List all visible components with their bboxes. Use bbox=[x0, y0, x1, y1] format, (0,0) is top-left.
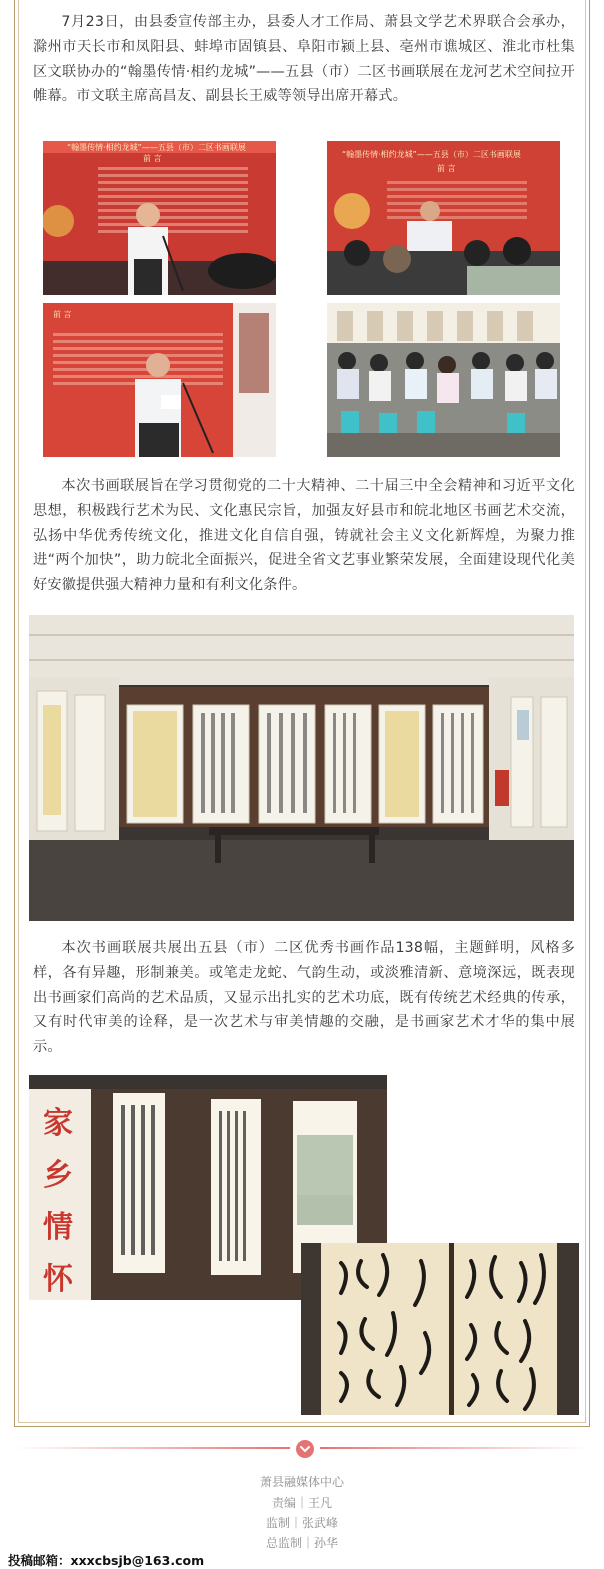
wall-text-4: 怀 bbox=[43, 1262, 73, 1297]
wall-text-1: 家 bbox=[43, 1106, 73, 1141]
submission-email bbox=[8, 1551, 204, 1569]
wall-text-3: 情 bbox=[43, 1210, 73, 1245]
banner-title-1: “翰墨传情·相约龙城”——五县（市）二区书画联展 bbox=[67, 143, 246, 152]
article-paragraph-1: 7月23日，由县委宣传部主办，县委人才工作局、萧县文学艺术界联合会承办，滁州市天长市和凤阳县、蚌埠市固镇县、阜阳市颍上县、亳州市谯城区、淮北市杜集区文联协办的“翰墨传情·相约龙城”——五县（市）二区书画联展在龙河艺术空间拉开帷幕。市文联主席高昌友、副县长王威等领导出席开幕式。 bbox=[33, 14, 575, 105]
article-paragraph-2: 本次书画联展旨在学习贯彻党的二十大精神、二十届三中全会精神和习近平文化思想，积极践行艺术为民、文化惠民宗旨，加强友好县市和皖北地区书画艺术交流，弘扬中华优秀传统文化，推进文化自信自强，铸就社会主义文化新辉煌，为聚力推进“两个加快”，助力皖北全面振兴，促进全省文艺事业繁荣发展，全面建设现代化美好安徽提供强大精神力量和有利文化条件。 bbox=[33, 478, 575, 594]
banner-subtitle-2: 前 言 bbox=[437, 164, 456, 173]
footer-org: 萧县融媒体中心 bbox=[259, 1475, 344, 1489]
chevron-down-icon bbox=[296, 1440, 314, 1458]
wall-text-2: 乡 bbox=[43, 1158, 73, 1193]
photo-exhibition-hall bbox=[29, 615, 574, 921]
photo-calligraphy-closeup bbox=[301, 1243, 579, 1415]
divider-left bbox=[14, 1447, 290, 1449]
email-label: 投稿邮箱： bbox=[8, 1553, 71, 1568]
photo-opening-speech-2 bbox=[327, 141, 560, 295]
banner-title-2: “翰墨传情·相约龙城”——五县（市）二区书画联展 bbox=[342, 150, 521, 159]
footer-editor: 责编｜王凡 bbox=[271, 1496, 332, 1510]
photo-opening-speech-1 bbox=[43, 141, 276, 295]
divider-right bbox=[320, 1447, 590, 1449]
article-paragraph-3: 本次书画联展共展出五县（市）二区优秀书画作品138幅，主题鲜明，风格多样，各有异趣，形制兼美。或笔走龙蛇、气韵生动，或淡雅清新、意境深远，既表现出书画家们高尚的艺术品质，又显示出扎实的艺术功底，既有传统艺术经典的传承，又有时代审美的诠释，是一次艺术与审美情趣的交融，是书画家艺术才华的集中展示。 bbox=[33, 940, 575, 1056]
banner-subtitle-3: 前 言 bbox=[53, 310, 72, 319]
footer-supervisor: 监制｜张武峰 bbox=[265, 1516, 338, 1530]
banner-subtitle-1: 前 言 bbox=[143, 154, 162, 163]
photo-audience bbox=[327, 303, 560, 457]
photo-opening-speech-3 bbox=[43, 303, 276, 457]
email-address[interactable]: xxxcbsjb@163.com bbox=[70, 1553, 205, 1568]
footer-chief-supervisor: 总监制｜孙华 bbox=[265, 1536, 338, 1550]
